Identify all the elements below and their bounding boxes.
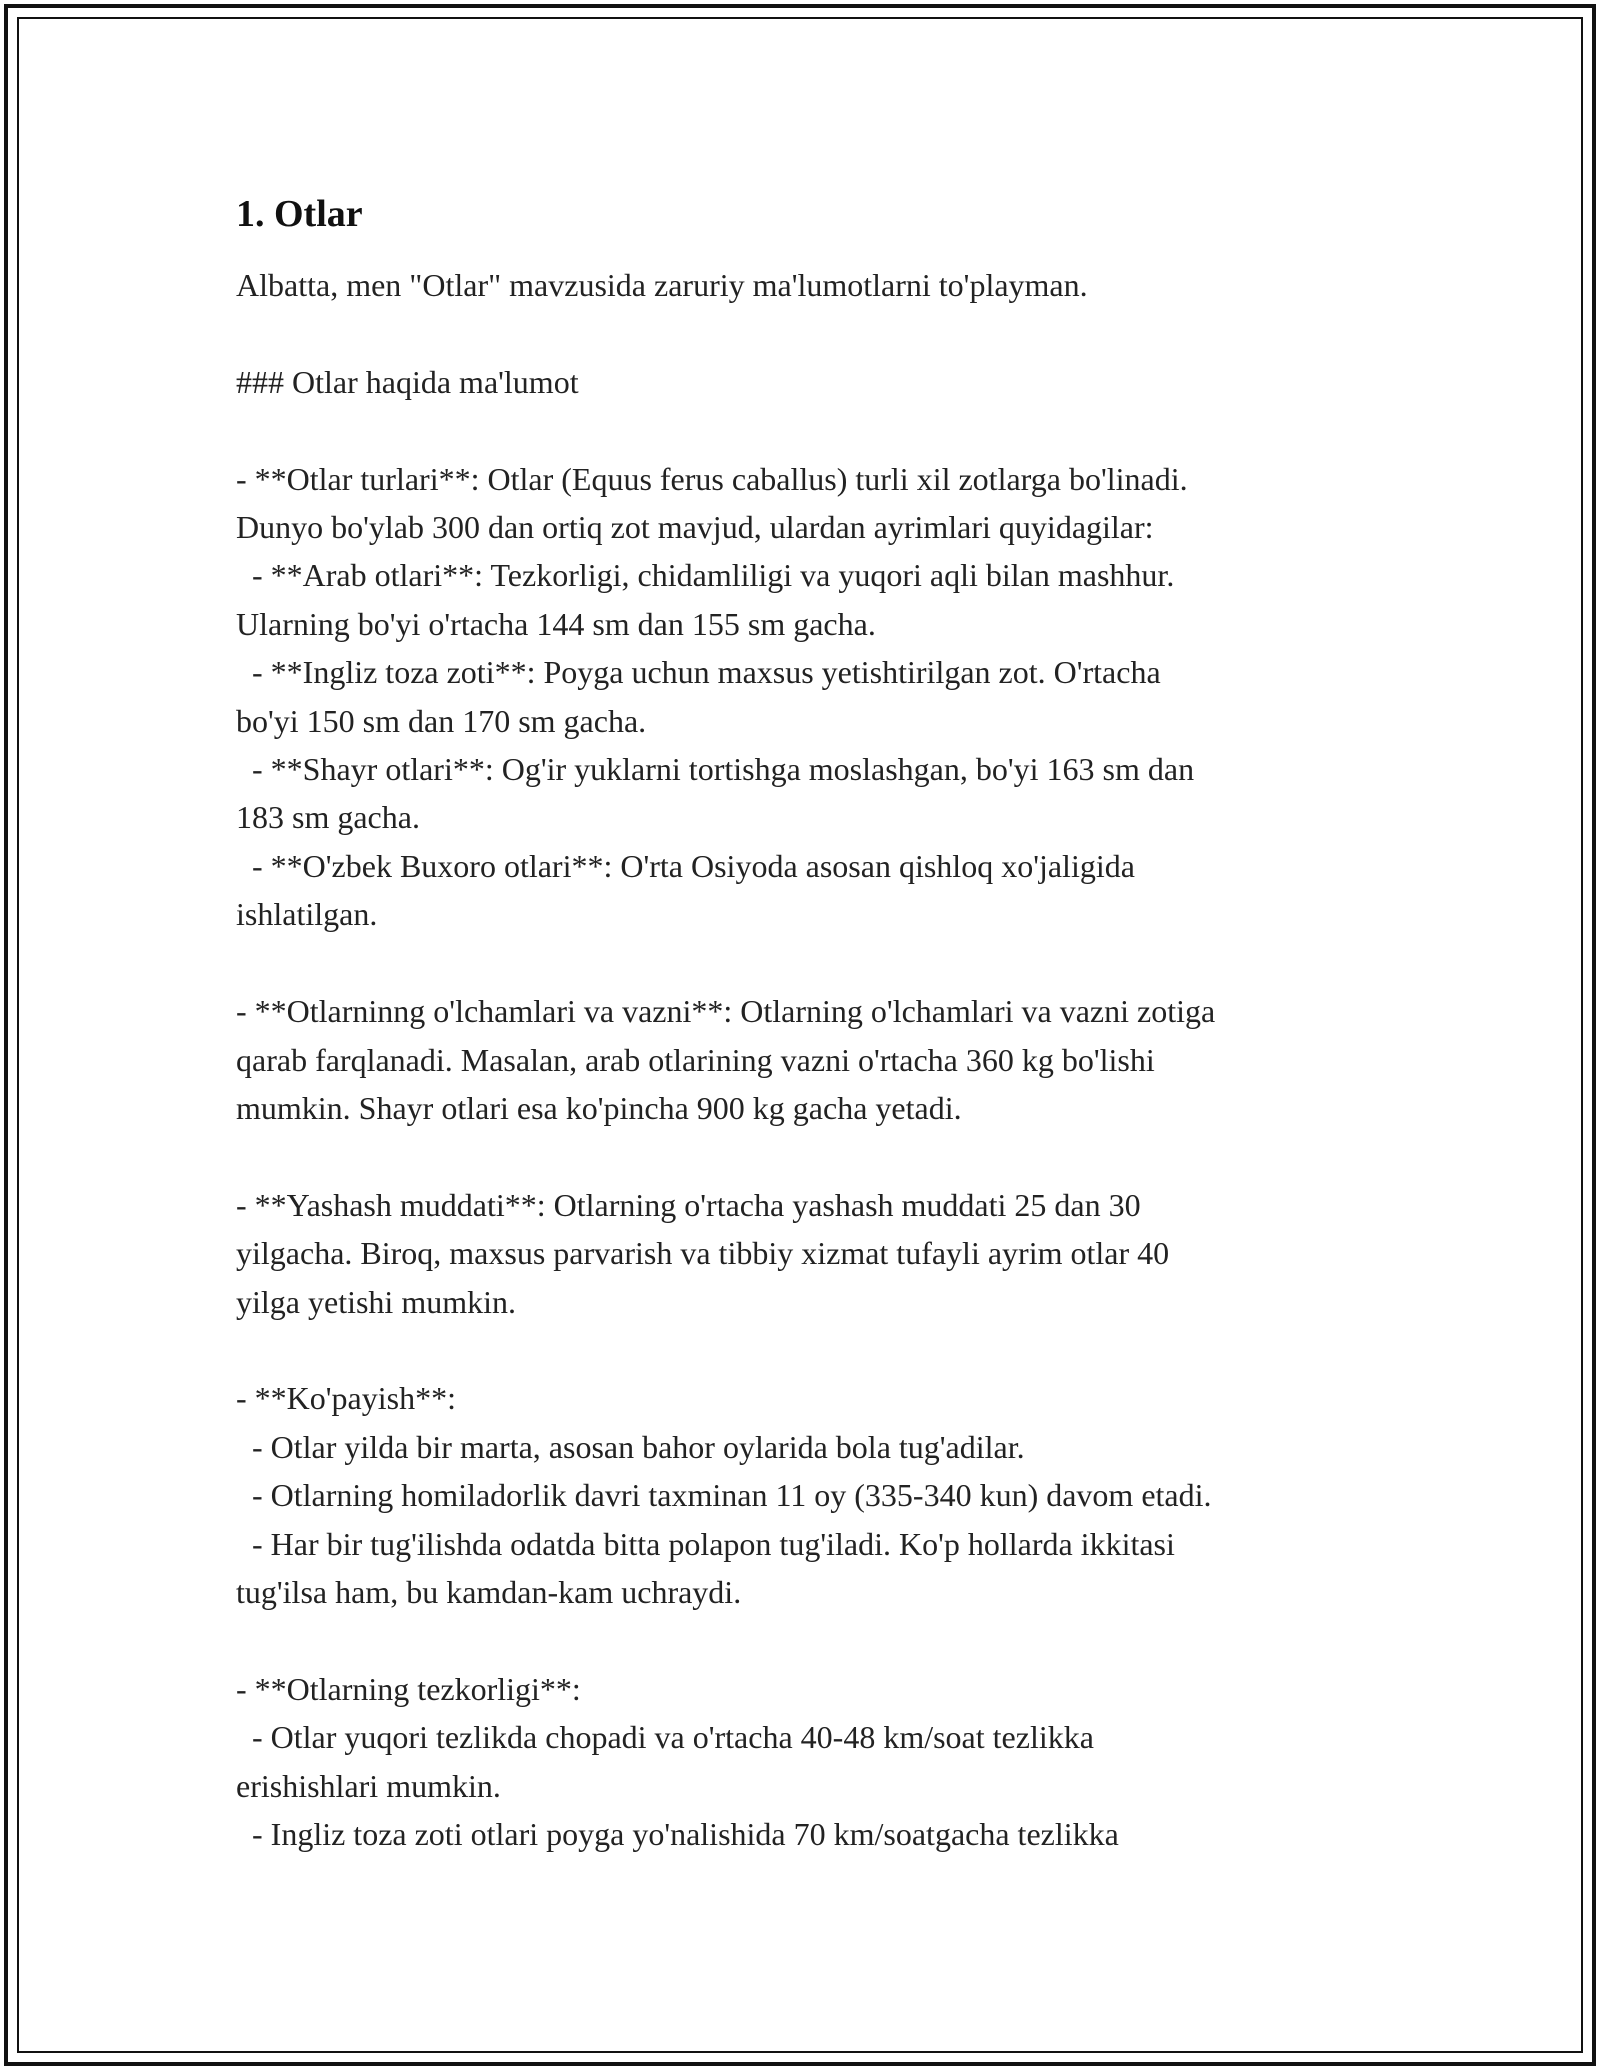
- document-body-text: Albatta, men "Otlar" mavzusida zaruriy ma'lumotlarni to'playman. ### Otlar haqida ma'lumot - **Otlar turlari**: Otlar (Equus ferus caballus) turli xil zotlarga bo'linadi. Dunyo bo'ylab 300 dan ortiq zot mavjud, ulardan ayrimlari quyidagilar: - **Arab otlari**: Tezkorligi, chidamliligi va yuqori aqli bilan mashhur. Ularning bo'yi o'rtacha 144 sm dan 155 sm gacha. - **Ingliz toza zoti**: Poyga uchun maxsus yetishtirilgan zot. O'rtacha bo'yi 150 sm dan 170 sm gacha. - **Shayr otlari**: Og'ir yuklarni tortishga moslashgan, bo'yi 163 sm dan 183 sm gacha. - **O'zbek Buxoro otlari**: O'rta Osiyoda asosan qishloq xo'jaligida ishlatilgan. - **Otlarninng o'lchamlari va vazni**: Otlarning o'lchamlari va vazni zotiga qarab farqlanadi. Masalan, arab otlarining vazni o'rtacha 360 kg bo'lishi mumkin. Shayr otlari esa ko'pincha 900 kg gacha yetadi. - **Yashash muddati**: Otlarning o'rtacha yashash muddati 25 dan 30 yilgacha. Biroq, maxsus parvarish va tibbiy xizmat tufayli ayrim otlar 40 yilga yetishi mumkin. - **Ko'payish**: - Otlar yilda bir marta, asosan bahor oylarida bola tug'adilar. - Otlarning homiladorlik davri taxminan 11 oy (335-340 kun) davom etadi. - Har bir tug'ilishda odatda bitta polapon tug'iladi. Ko'p hollarda ikkitasi tug'ilsa ham, bu kamdan-kam uchraydi. - **Otlarning tezkorligi**: - Otlar yuqori tezlikda chopadi va o'rtacha 40-48 km/soat tezlikka erishishlari mumkin. - Ingliz toza zoti otlari poyga yo'nalishida 70 km/soatgacha tezlikka: [236, 267, 1216, 1852]
- document-title: 1. Otlar: [236, 193, 363, 235]
- document-content: [236, 185, 1396, 1858]
